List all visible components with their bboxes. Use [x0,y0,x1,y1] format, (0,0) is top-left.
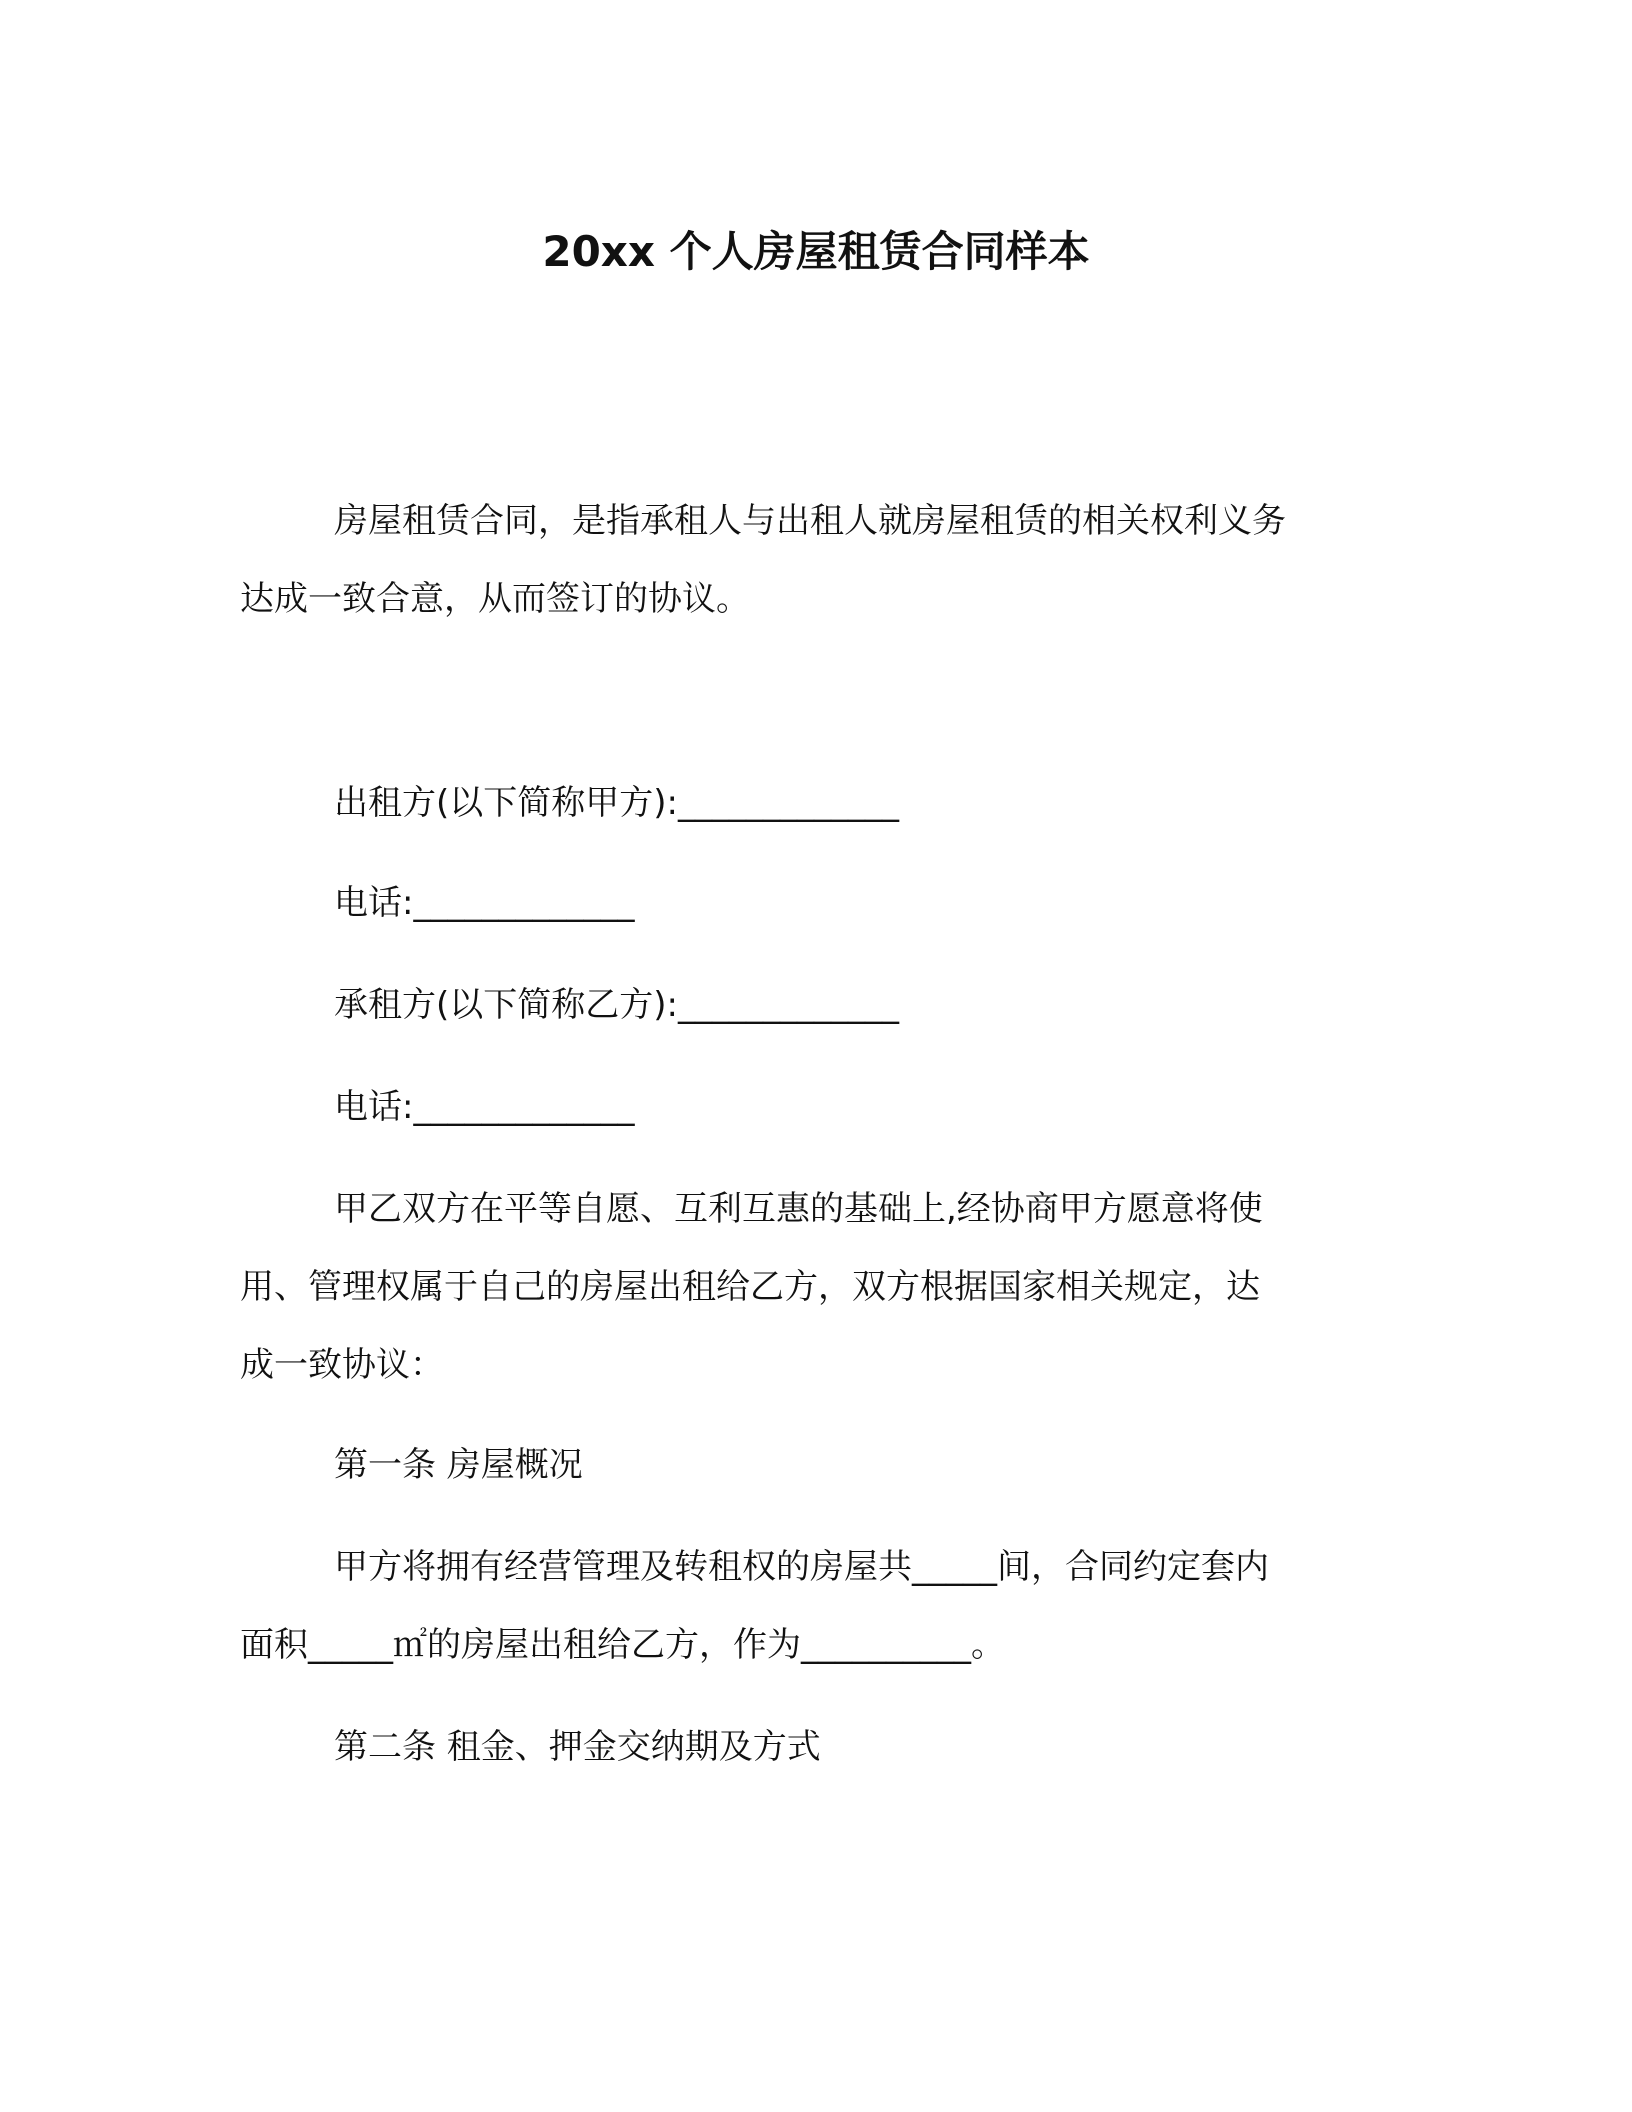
lessor-phone-field: 电话:_____________ [334,883,635,923]
lessor-field: 出租方(以下简称甲方):_____________ [334,783,899,823]
intro-paragraph [240,482,1380,638]
agreement-line-2: 用、管理权属于自己的房屋出租给乙方，双方根据国家相关规定，达 [240,1267,1260,1307]
article-1-line-2: 面积_____㎡的房屋出租给乙方，作为__________。 [240,1625,1005,1665]
article-2-heading: 第二条 租金、押金交纳期及方式 [334,1727,821,1767]
intro-line-2: 达成一致合意，从而签订的协议。 [240,579,750,619]
intro-line-1: 房屋租赁合同，是指承租人与出租人就房屋租赁的相关权利义务 [334,501,1286,541]
article-1-heading: 第一条 房屋概况 [334,1445,583,1485]
article-1-body [240,1528,1380,1684]
agreement-line-1: 甲乙双方在平等自愿、互利互惠的基础上,经协商甲方愿意将使 [334,1189,1263,1229]
lessee-field: 承租方(以下简称乙方):_____________ [334,985,899,1025]
lessee-phone-field: 电话:_____________ [334,1087,635,1127]
agreement-paragraph [240,1170,1380,1404]
article-1-line-1: 甲方将拥有经营管理及转租权的房屋共_____间，合同约定套内 [334,1547,1269,1587]
agreement-line-3: 成一致协议： [240,1345,444,1385]
document-title: 20xx 个人房屋租赁合同样本 [542,227,1090,276]
